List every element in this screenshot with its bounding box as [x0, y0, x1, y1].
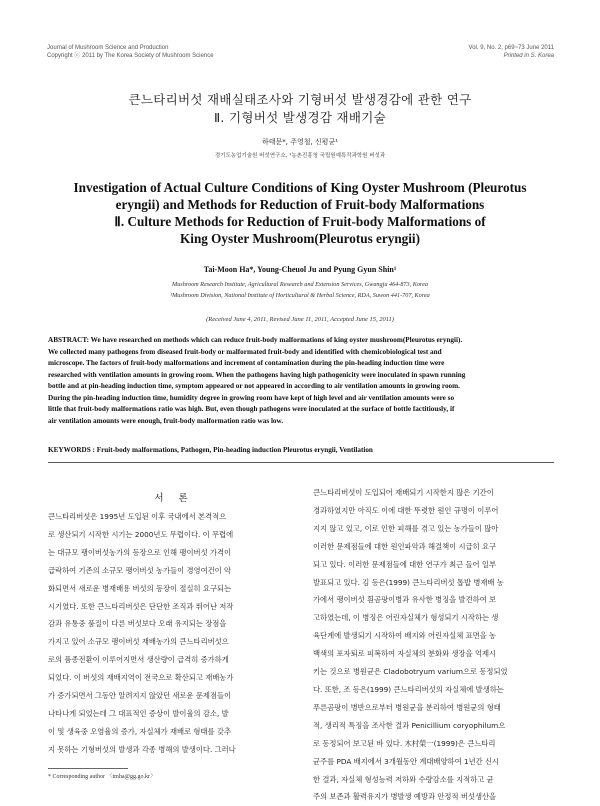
- english-authors: Tai-Moon Ha*, Young-Cheuol Ju and Pyung Gyun Shin¹: [203, 265, 397, 274]
- abstract-line: ABSTRACT: We have researched on methods which can reduce fruit-body malformations of king oyster mushroom(Pleurotus eryngii).: [48, 336, 463, 344]
- section-heading-introduction: 서 론: [154, 493, 194, 504]
- english-title-line-3: Ⅱ. Culture Methods for Reduction of Fruit-body Malformations of: [114, 214, 486, 229]
- right-column-line: 주의 보존과 활력유지가 병발생 예방과 안정적 버섯생산을: [313, 792, 497, 802]
- right-column-line: 경과하였지만 아직도 이에 대한 뚜렷한 원인 규명이 이루어: [313, 505, 499, 515]
- korean-affiliation: 경기도농업기술원 버섯연구소, ¹농촌진흥청 국립원예특작과학원 버섯과: [214, 153, 386, 159]
- left-column-line: 로의 품종전환이 이루어지면서 생산량이 급격히 증가하게: [48, 655, 229, 665]
- right-column-line: 발표되고 있다. 김 등은(1999) 큰느타리버섯 톱밥 병재배 농: [313, 577, 504, 587]
- abstract-line: air ventilation amounts were enough, fruit-body malformation ratio was low.: [48, 416, 284, 425]
- abstract-line: microscope. The factors of fruit-body malformations and increment of contamination during the pin-heading induction time were: [48, 359, 445, 368]
- right-column-line: 큰느타리버섯이 도입되어 재배되기 시작한지 많은 기간이: [313, 488, 494, 497]
- english-affiliation-1: Mushroom Research Institute, Agricultural Research and Extension Services, Gwangju 464-873, Korea: [172, 281, 428, 288]
- corresponding-author-footnote: * Corresponding author 〈tmha@gg.go.kr〉: [48, 774, 157, 780]
- english-title: [40, 179, 560, 247]
- left-column-line: 는 대규모 팽이버섯농가의 등장으로 인해 팽이버섯 가격이: [48, 547, 232, 557]
- right-column-line: 한 결과, 자실체 형성능력 저하와 수량감소를 지적하고 균: [313, 774, 494, 784]
- abstract-line: researched with ventilation amounts in growing room. When the pathogens having high pathogenicity were inoculated in spawn running: [48, 370, 466, 379]
- left-column-line: 화되면서 새로운 병재배용 버섯의 등장이 절실히 요구되는: [48, 583, 232, 593]
- abstract-line: little that fruit-body malformations ratio was high. But, even though pathogens were inoculated at the surface of bottle factitiously, if: [48, 405, 455, 414]
- abstract: [48, 335, 554, 427]
- right-column-line: 균주를 PDA 배지에서 3개월동안 계대배양하여 1년간 신시: [313, 756, 500, 766]
- left-column-line: 로 생산되기 시작한 시기는 2000년도 무렵이다. 이 무렵에: [48, 529, 234, 539]
- right-column-line: 되고 있다. 이러한 문제점들에 대한 연구가 최근 들어 일부: [313, 559, 496, 569]
- right-column-line: 다. 또한, 조 등은(1999) 큰느타리버섯의 자실체에 발생하는: [313, 684, 504, 694]
- english-title-line-2: eryngii) and Methods for Reduction of Fruit-body Malformations: [115, 197, 485, 212]
- printed-in: Printed in S. Korea: [503, 53, 554, 59]
- right-column-line: 가에서 팽이버섯 흰곰팡이병과 유사한 병징을 발견하여 보: [313, 595, 497, 605]
- right-column-line: 키는 것으로 병원균은 Cladobotryum varium으로 동정되었: [313, 667, 508, 677]
- korean-authors: 하태문*, 주영철, 신평균¹: [261, 138, 339, 146]
- volume-info: Vol. 9, No. 2, p69~73 June 2011: [468, 45, 554, 51]
- left-column-line: 가 증가되면서 그동안 알려지지 않았던 새로운 문제점들이: [48, 691, 232, 701]
- korean-title-line-1: 큰느타리버섯 재배실태조사와 기형버섯 발생경감에 관한 연구: [128, 92, 472, 107]
- abstract-line: bottle and at pin-heading induction time, symptom appeared or not appeared in according to air ventilation amounts in growing room.: [48, 382, 460, 391]
- abstract-line: We collected many pathogens from diseased fruit-body or malformated fruit-body and identified with chemicobiological test and: [48, 347, 442, 356]
- section-divider: [48, 462, 554, 463]
- left-column-line: 가지고 있어 소규모 팽이버섯 재배농가의 큰느타리버섯으: [48, 637, 229, 647]
- right-column-line: 푸른곰팡이 병반으로부터 병원균을 분리하여 병원균의 형태: [313, 702, 501, 712]
- left-column-line: 큰느타리버섯은 1995년 도입된 이후 국내에서 본격적으: [48, 512, 227, 521]
- running-header-right: [304, 44, 554, 60]
- right-column-line: 이러한 문제점들에 대한 원인파악과 해결책이 시급히 요구: [313, 541, 497, 551]
- korean-title-line-2: Ⅱ. 기형버섯 발생경감 재배기술: [213, 110, 387, 125]
- keywords: KEYWORDS : Fruit-body malformations, Pathogen, Pin-heading induction Pleurotus eryngii, Ventilation: [48, 446, 373, 454]
- left-column-line: 지 못하는 기형버섯의 발생과 각종 병해의 발생이다. 그러나: [48, 744, 236, 754]
- right-column-line: 로 동정되어 보고된 바 있다. 木村榮一(1999)은 큰느타리: [313, 738, 496, 748]
- journal-name: Journal of Mushroom Science and Production: [47, 45, 169, 51]
- left-column-text: [48, 508, 300, 759]
- right-column-line: 육단계에 발생되기 시작하여 배지와 어린자실체 표면을 농: [313, 631, 497, 641]
- left-column-line: 시기였다. 또한 큰느타리버섯은 단단한 조직과 뛰어난 저작: [48, 601, 234, 611]
- english-title-line-4: King Oyster Mushroom(Pleurotus eryngii): [180, 231, 420, 246]
- left-column-line: 이 및 생육중 오염율의 증가, 자실체가 재배로 형태를 갖추: [48, 726, 231, 736]
- right-column-line: 지지 않고 있고, 이로 인한 피해를 겪고 있는 농가들이 많아: [313, 523, 499, 533]
- right-column-line: 백색의 포자퇴로 피복하여 자실체의 분화와 생장을 억제시: [313, 649, 497, 659]
- right-column-text: [313, 484, 556, 806]
- received-dates: (Received June 4, 2011, Revised June 11, 2011, Accepted June 15, 2011): [206, 316, 394, 323]
- left-column-line: 나타나게 되었는데 그 대표적인 증상이 발이율의 감소, 발: [48, 708, 229, 718]
- running-header-left: [47, 44, 347, 60]
- english-affiliation-2: ¹Mushroom Division, National Institute of Horticultural & Herbal Science, RDA, Suwon 441-707, Korea: [170, 292, 430, 299]
- english-title-line-1: Investigation of Actual Culture Conditions of King Oyster Mushroom (Pleurotus: [73, 180, 527, 195]
- left-column-line: 되었다. 이 버섯의 재배지역이 전국으로 확산되고 재배농가: [48, 673, 234, 683]
- footnote-rule: [48, 768, 128, 769]
- right-column-line: 적, 생리적 특징을 조사한 결과 Penicillium coryophilum으: [313, 720, 506, 730]
- right-column-line: 고하였는데, 이 병징은 어린자실체가 형성되기 시작하는 생: [313, 613, 499, 623]
- abstract-line: During the pin-heading induction time, humidity degree in growing room have kept of high level and air ventilation amounts were so: [48, 393, 455, 402]
- copyright-line: Copyright ⓒ 2011 by The Korea Society of Mushroom Science: [47, 53, 214, 59]
- left-column-line: 감과 유통중 품질이 다른 버섯보다 오래 유지되는 장점을: [48, 619, 227, 629]
- left-column-line: 급락하여 기존의 소규모 팽이버섯 농가들이 경영여건이 악: [48, 565, 232, 575]
